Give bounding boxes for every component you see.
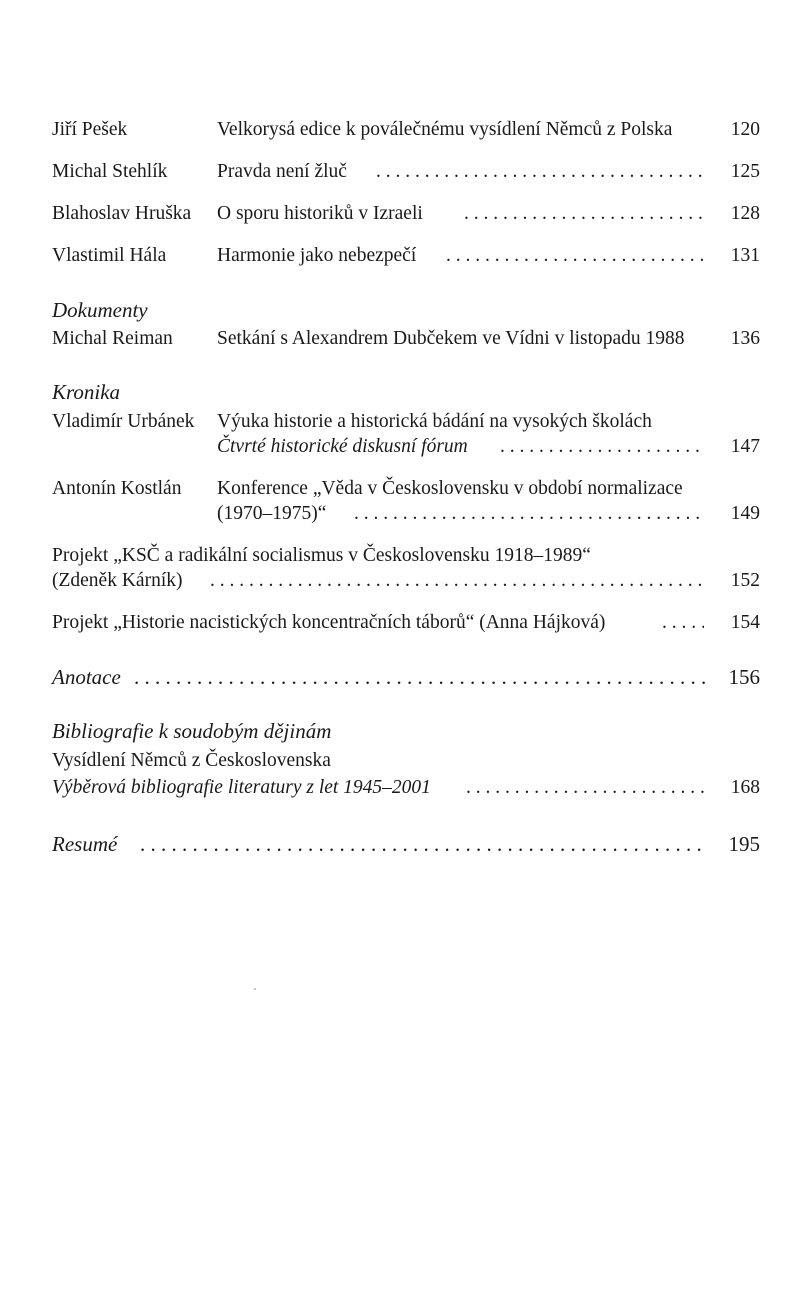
dot-leader bbox=[500, 435, 704, 459]
entry-page: 168 bbox=[730, 777, 760, 798]
dot-leader bbox=[464, 202, 704, 226]
entry-author: Jiří Pešek bbox=[52, 119, 128, 140]
entry-title: Pravda není žluč bbox=[217, 161, 347, 182]
section-heading-bibliografie: Bibliografie k soudobým dějinám bbox=[52, 719, 332, 743]
project-title: Projekt „KSČ a radikální socialismus v Československu 1918–1989“ bbox=[52, 545, 591, 566]
section-heading-anotace: Anotace bbox=[52, 665, 121, 689]
entry-page: 152 bbox=[730, 570, 760, 591]
entry-author: Vladimír Urbánek bbox=[52, 411, 195, 432]
section-heading-dokumenty: Dokumenty bbox=[52, 298, 148, 322]
dot-leader bbox=[466, 776, 704, 800]
section-heading-resume: Resumé bbox=[52, 832, 118, 856]
dot-leader bbox=[376, 160, 704, 184]
bibliography-line: Výběrová bibliografie literatury z let 1945–2001 bbox=[52, 777, 431, 798]
entry-page: 136 bbox=[730, 328, 760, 349]
entry-page: 147 bbox=[730, 436, 760, 457]
dot-leader bbox=[140, 832, 706, 856]
entry-author: Blahoslav Hruška bbox=[52, 203, 192, 224]
dot-leader bbox=[662, 611, 704, 635]
entry-page: 131 bbox=[730, 245, 760, 266]
dot-leader bbox=[446, 244, 704, 268]
entry-title: O sporu historiků v Izraeli bbox=[217, 203, 423, 224]
entry-page: 195 bbox=[728, 832, 760, 856]
scan-speck bbox=[254, 988, 256, 990]
entry-title: Velkorysá edice k poválečnému vysídlení Němců z Polska bbox=[217, 119, 673, 140]
section-heading-kronika: Kronika bbox=[52, 380, 121, 404]
dot-leader bbox=[210, 569, 704, 593]
project-author: (Zdeněk Kárník) bbox=[52, 570, 183, 591]
dot-leader bbox=[134, 665, 706, 689]
entry-title: Výuka historie a historická bádání na vysokých školách bbox=[217, 411, 652, 432]
entry-title: Harmonie jako nebezpečí bbox=[217, 245, 417, 266]
entry-title: Setkání s Alexandrem Dubčekem ve Vídni v listopadu 1988 bbox=[217, 328, 685, 349]
entry-author: Michal Reiman bbox=[52, 328, 173, 349]
project-title: Projekt „Historie nacistických koncentračních táborů“ (Anna Hájková) bbox=[52, 612, 606, 633]
entry-title-cont: (1970–1975)“ bbox=[217, 503, 327, 524]
dot-leader bbox=[354, 502, 704, 526]
entry-author: Michal Stehlík bbox=[52, 161, 168, 182]
entry-page: 120 bbox=[730, 119, 760, 140]
entry-title: Konference „Věda v Československu v období normalizace bbox=[217, 478, 683, 499]
entry-page: 156 bbox=[728, 665, 760, 689]
entry-author: Vlastimil Hála bbox=[52, 245, 167, 266]
entry-page: 154 bbox=[730, 612, 760, 633]
entry-author: Antonín Kostlán bbox=[52, 478, 182, 499]
entry-page: 149 bbox=[730, 503, 760, 524]
entry-page: 128 bbox=[730, 203, 760, 224]
entry-page: 125 bbox=[730, 161, 760, 182]
bibliography-subtitle: Vysídlení Němců z Československa bbox=[52, 750, 331, 771]
entry-subtitle: Čtvrté historické diskusní fórum bbox=[217, 436, 468, 457]
